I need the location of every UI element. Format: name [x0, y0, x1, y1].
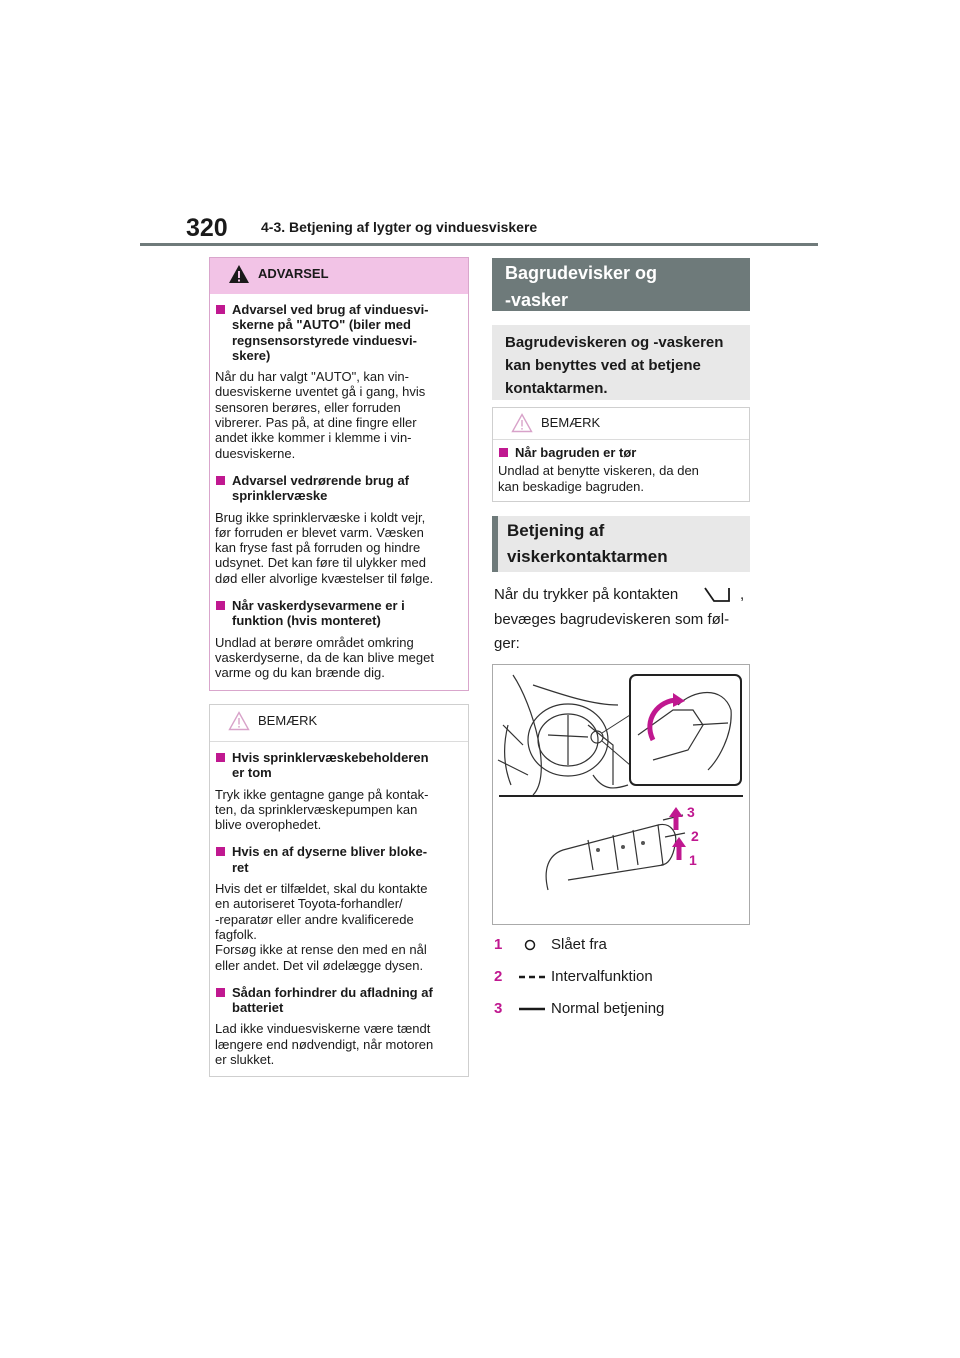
note-box-body [210, 742, 468, 1087]
right-note-box-header [493, 408, 749, 440]
legend-label: Intervalfunktion [551, 968, 653, 985]
warning-triangle-icon [228, 264, 250, 284]
warning-item-heading: Advarsel vedrørende brug af sprinklervæske [215, 473, 463, 504]
warning-box-title: ADVARSEL [258, 266, 329, 281]
body-line-3: ger: [494, 635, 520, 652]
right-note-heading: Når bagruden er tør [498, 445, 744, 460]
note-item-heading: Sådan forhindrer du afladning af batteriet [215, 985, 463, 1016]
section-title: 4-3. Betjening af lygter og vinduesviskere [261, 219, 538, 235]
warning-item-heading: Når vaskerdysevarmene er i funktion (hvis monteret) [215, 598, 463, 629]
note-item-text: Hvis det er tilfældet, skal du kontakte en autoriseret Toyota-forhandler/ -reparatør eller andre kvalificerede fagfolk. Forsøg ikke at rense den med en nål eller andet. Det vil ødelægge dysen. [215, 881, 428, 973]
caution-triangle-icon [228, 711, 250, 731]
body-line-1: Når du trykker på kontakten [494, 586, 679, 603]
note-box [209, 704, 469, 1077]
warning-box [209, 257, 469, 691]
warning-item-heading: Advarsel ved brug af vinduesvi- skerne på "AUTO" (biler med regnsensorstyrede vinduesvi- skere) [215, 302, 463, 363]
body-line-2: bevæges bagrudeviskeren som føl- [494, 611, 730, 628]
legend-label: Normal betjening [551, 1000, 665, 1017]
warning-item-text: Når du har valgt "AUTO", kan vin- duesviskerne uventet gå i gang, hvis sensoren berøres, eller forruden vibrerer. Pas på, at dine fingre eller andet ikke kommer i klemme i vin- duesviskerne. [215, 369, 426, 461]
legend-label: Slået fra [551, 936, 607, 953]
caution-triangle-icon [511, 413, 533, 433]
right-note-box-title: BEMÆRK [541, 415, 601, 430]
wiper-lever-illustration [492, 664, 750, 925]
page-number: 320 [186, 214, 228, 242]
note-item-text: Lad ikke vinduesviskerne være tændt længere end nødvendigt, når motoren er slukket. [215, 1021, 434, 1068]
off-circle-icon [524, 939, 536, 951]
sub-heading: Betjening af viskerkontaktarmen [492, 516, 750, 572]
warning-item-text: Undlad at berøre området omkring vaskerdyserne, da de kan blive meget varme og du kan brænde dig. [215, 634, 434, 681]
dashed-line-icon [519, 975, 545, 979]
warning-box-body [210, 294, 468, 701]
body-line-1-end: , [740, 586, 745, 603]
legend-number: 2 [494, 968, 503, 985]
callout-2: 2 [691, 828, 699, 844]
callout-1: 1 [689, 852, 697, 868]
wiper-lever-drawing [493, 665, 749, 924]
note-box-title: BEMÆRK [258, 713, 318, 728]
right-note-text: Undlad at benytte viskeren, da den kan beskadige bagruden. [498, 463, 699, 494]
right-note-box-body [493, 440, 749, 514]
legend-number: 1 [494, 936, 503, 953]
header-rule [140, 243, 818, 246]
note-item-text: Tryk ikke gentagne gange på kontak- ten, da sprinklervæskepumpen kan blive overophedet. [215, 786, 429, 833]
legend-number: 3 [494, 1000, 503, 1017]
warning-item-text: Brug ikke sprinklervæske i koldt vejr, før forruden er blevet varm. Væsken kan fryse fast på forruden og hindre udsynet. Det kan føre til ulykker med død eller alvorlige kvæstelser til følge. [215, 509, 434, 586]
note-item-heading: Hvis sprinklervæskebeholderen er tom [215, 750, 463, 781]
main-heading: Bagrudevisker og -vasker [492, 258, 750, 311]
intro-box: Bagrudeviskeren og -vaskeren kan benyttes ved at betjene kontaktarmen. [492, 325, 750, 400]
right-note-box [492, 407, 750, 502]
warning-box-header [210, 258, 468, 294]
rear-wiper-switch-icon [702, 585, 732, 607]
note-box-header [210, 705, 468, 742]
solid-line-icon [519, 1007, 545, 1011]
note-item-heading: Hvis en af dyserne bliver bloke- ret [215, 844, 463, 875]
callout-3: 3 [687, 804, 695, 820]
